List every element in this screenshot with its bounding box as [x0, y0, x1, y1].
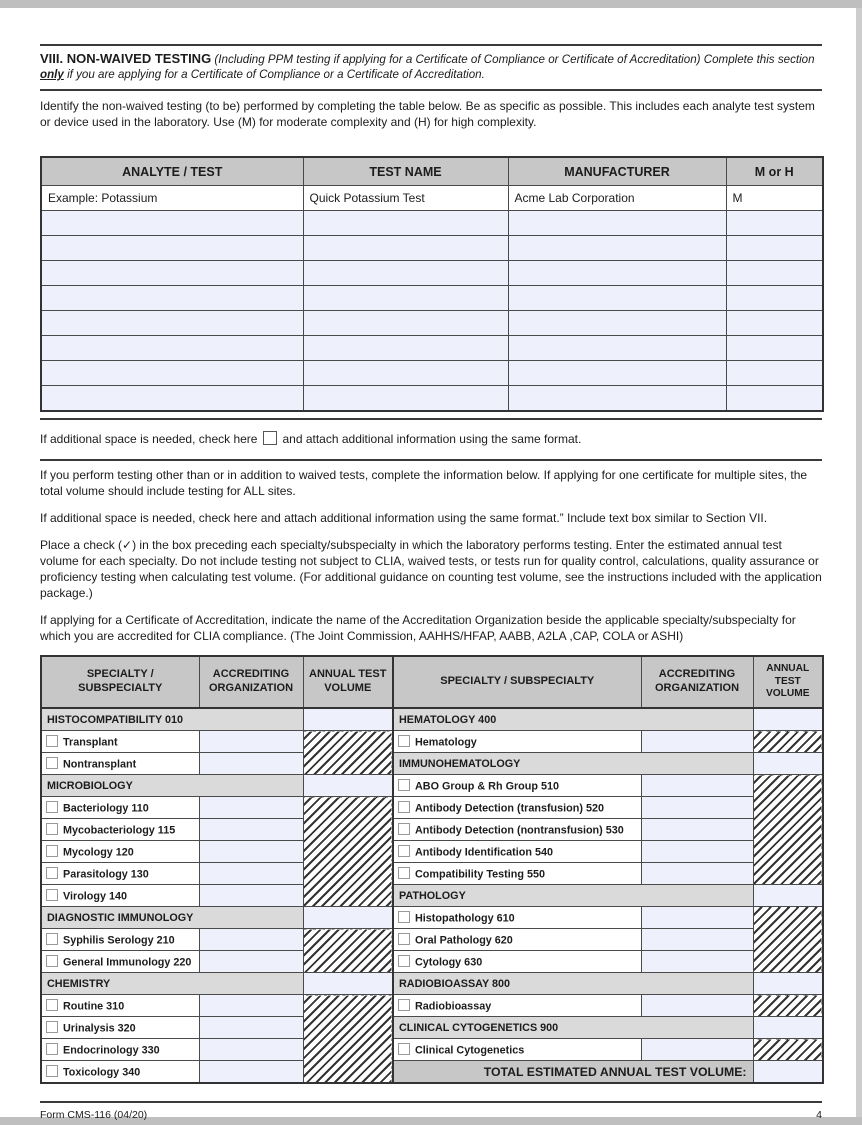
specialty-table-row — [41, 1017, 823, 1039]
additional-space-checkbox[interactable] — [263, 431, 277, 445]
section-title: VIII. NON-WAIVED TESTING — [40, 51, 212, 66]
subspecialty-checkbox[interactable] — [398, 779, 410, 791]
analyte-input-cell[interactable] — [41, 311, 303, 336]
annual-volume-input-cell[interactable] — [753, 708, 823, 731]
analyte-test-table — [40, 156, 824, 412]
analyte-empty-row — [41, 286, 823, 311]
subspecialty-cell — [393, 907, 641, 929]
subspecialty-checkbox[interactable] — [398, 955, 410, 967]
subspecialty-checkbox[interactable] — [398, 845, 410, 857]
instructions-paragraph: If applying for a Certificate of Accreditation, indicate the name of the Accreditation Organization beside the applicable specialty/subspecialty for which you are accredited for CLIA compliance. (The Joint Commission, AAHHS/HFAP, AABB, A2LA ,CAP, COLA or ASHI) — [40, 613, 796, 643]
instructions-paragraph: Place a check (✓) in the box preceding each specialty/subspecialty in which the laboratory performs testing. Enter the estimated annual test volume for each specialty. Do not include testing not subject to CLIA, waived tests, or tests run for quality control, calculations, quality assurance or proficiency testing when calculating test volume. (For additional guidance on counting test volume, see the instructions included with the application package.) — [40, 538, 822, 600]
instructions-paragraph: If you perform testing other than or in addition to waived tests, complete the information below. If applying for one certificate for multiple sites, the total volume should include testing for ALL sites. — [40, 468, 808, 498]
subspecialty-cell — [41, 951, 199, 973]
accrediting-org-input-cell[interactable] — [199, 885, 303, 907]
specialty-table-row — [41, 819, 823, 841]
hatched-volume-cell — [303, 797, 393, 907]
accrediting-org-input-cell[interactable] — [199, 797, 303, 819]
annual-volume-input-cell[interactable] — [303, 907, 393, 929]
col-header-analyte: ANALYTE / TEST — [41, 157, 303, 186]
subspecialty-cell — [393, 841, 641, 863]
specialty-table-row — [41, 731, 823, 753]
specialty-table-row — [41, 1061, 823, 1084]
additional-space-line: If additional space is needed, check here and attach additional information using the same format. — [40, 432, 582, 446]
subspecialty-cell — [393, 775, 641, 797]
specialty-table-row — [41, 775, 823, 797]
subspecialty-checkbox[interactable] — [398, 999, 410, 1011]
analyte-input-cell[interactable] — [303, 336, 508, 361]
analyte-input-cell[interactable] — [41, 236, 303, 261]
subspecialty-cell — [41, 731, 199, 753]
col-header-m-or-h: M or H — [726, 157, 823, 186]
analyte-input-cell[interactable] — [41, 211, 303, 236]
analyte-empty-row — [41, 361, 823, 386]
subspecialty-cell — [41, 929, 199, 951]
hatched-volume-cell — [303, 731, 393, 775]
specialty-table — [40, 655, 824, 1084]
subspecialty-checkbox[interactable] — [46, 999, 58, 1011]
subspecialty-cell — [393, 731, 641, 753]
subspecialty-checkbox[interactable] — [398, 735, 410, 747]
specialty-category-label: HISTOCOMPATIBILITY 010 — [41, 708, 303, 731]
analyte-input-cell[interactable] — [726, 311, 823, 336]
subspecialty-cell — [41, 1017, 199, 1039]
subspecialty-checkbox[interactable] — [46, 889, 58, 901]
analyte-input-cell[interactable] — [303, 386, 508, 412]
subspecialty-label: General Immunology 220 — [63, 956, 192, 969]
col-header-accrediting-right: ACCREDITING ORGANIZATION — [641, 656, 753, 708]
analyte-empty-row — [41, 261, 823, 286]
specialty-table-row — [41, 863, 823, 885]
subspecialty-cell — [393, 951, 641, 973]
subspecialty-cell — [393, 995, 641, 1017]
analyte-input-cell[interactable] — [508, 286, 726, 311]
annual-volume-input-cell[interactable] — [753, 973, 823, 995]
annual-volume-input-cell[interactable] — [303, 775, 393, 797]
page-number: 4 — [816, 1109, 822, 1121]
subspecialty-cell — [41, 863, 199, 885]
subspecialty-label: Oral Pathology 620 — [415, 934, 513, 947]
specialty-table-row — [41, 929, 823, 951]
annual-volume-input-cell[interactable] — [753, 1017, 823, 1039]
specialty-table-row — [41, 753, 823, 775]
subspecialty-label: Virology 140 — [63, 890, 128, 903]
specialty-category-label: HEMATOLOGY 400 — [393, 708, 753, 731]
subspecialty-checkbox[interactable] — [46, 845, 58, 857]
col-header-specialty-right: SPECIALTY / SUBSPECIALTY — [393, 656, 641, 708]
subspecialty-cell — [393, 863, 641, 885]
analyte-input-cell[interactable] — [508, 261, 726, 286]
subspecialty-cell — [393, 819, 641, 841]
subspecialty-cell — [41, 841, 199, 863]
accrediting-org-input-cell[interactable] — [641, 907, 753, 929]
subspecialty-label: Routine 310 — [63, 1000, 125, 1013]
analyte-input-cell[interactable] — [726, 236, 823, 261]
subspecialty-cell — [393, 929, 641, 951]
specialty-table-row — [41, 951, 823, 973]
analyte-input-cell[interactable] — [726, 386, 823, 412]
analyte-input-cell[interactable] — [41, 286, 303, 311]
accrediting-org-input-cell[interactable] — [641, 863, 753, 885]
specialty-table-row — [41, 797, 823, 819]
analyte-input-cell[interactable] — [726, 261, 823, 286]
accrediting-org-input-cell[interactable] — [641, 1039, 753, 1061]
specialty-table-row — [41, 708, 823, 731]
subspecialty-checkbox[interactable] — [46, 801, 58, 813]
subspecialty-label: Hematology — [415, 736, 477, 749]
subspecialty-checkbox[interactable] — [46, 867, 58, 879]
hatched-volume-cell — [753, 731, 823, 753]
accrediting-org-input-cell[interactable] — [199, 863, 303, 885]
accrediting-org-input-cell[interactable] — [199, 819, 303, 841]
analyte-input-cell[interactable] — [303, 236, 508, 261]
accrediting-org-input-cell[interactable] — [199, 753, 303, 775]
accrediting-org-input-cell[interactable] — [199, 1061, 303, 1084]
section-heading — [40, 51, 822, 82]
subspecialty-checkbox[interactable] — [398, 823, 410, 835]
accrediting-org-input-cell[interactable] — [641, 929, 753, 951]
hatched-volume-cell — [753, 907, 823, 973]
analyte-input-cell[interactable] — [41, 336, 303, 361]
section-divider — [40, 89, 822, 91]
specialty-table-row — [41, 885, 823, 907]
subspecialty-label: Toxicology 340 — [63, 1066, 141, 1079]
specialty-table-row — [41, 973, 823, 995]
analyte-input-cell[interactable] — [41, 261, 303, 286]
specialty-category-label: RADIOBIOASSAY 800 — [393, 973, 753, 995]
accrediting-org-input-cell[interactable] — [199, 995, 303, 1017]
col-header-specialty-left: SPECIALTY / SUBSPECIALTY — [41, 656, 199, 708]
page-footer — [40, 1103, 822, 1121]
specialty-table-row — [41, 995, 823, 1017]
specialty-table-row — [41, 841, 823, 863]
accrediting-org-input-cell[interactable] — [641, 819, 753, 841]
specialty-table-row — [41, 907, 823, 929]
analyte-empty-row — [41, 211, 823, 236]
analyte-empty-row — [41, 386, 823, 412]
subspecialty-checkbox[interactable] — [46, 1021, 58, 1033]
analyte-empty-row — [41, 311, 823, 336]
annual-volume-input-cell[interactable] — [753, 885, 823, 907]
subspecialty-cell — [41, 1039, 199, 1061]
accrediting-org-input-cell[interactable] — [199, 731, 303, 753]
accrediting-org-input-cell[interactable] — [641, 797, 753, 819]
accrediting-org-input-cell[interactable] — [641, 775, 753, 797]
example-test-name: Quick Potassium Test — [303, 186, 508, 211]
subspecialty-checkbox[interactable] — [46, 757, 58, 769]
section-note: (Including PPM testing if applying for a Certificate of Compliance or Certificate of Accreditation) Complete this section only if you are applying for a Certificate of Compliance or a Certificate of Accreditation. — [40, 53, 815, 81]
hatched-volume-cell — [303, 995, 393, 1084]
subspecialty-label: Syphilis Serology 210 — [63, 934, 175, 947]
total-volume-label: TOTAL ESTIMATED ANNUAL TEST VOLUME: — [393, 1061, 753, 1084]
analyte-input-cell[interactable] — [303, 361, 508, 386]
accrediting-org-input-cell[interactable] — [199, 1039, 303, 1061]
accrediting-org-input-cell[interactable] — [199, 841, 303, 863]
intro-paragraph: Identify the non-waived testing (to be) performed by completing the table below. Be as specific as possible. This includes each analyte test system or device used in the laboratory. Use (M) for moderate complexity and (H) for high complexity. — [40, 99, 815, 129]
specialty-category-label: DIAGNOSTIC IMMUNOLOGY — [41, 907, 303, 929]
analyte-header-row — [41, 157, 823, 186]
analyte-input-cell[interactable] — [508, 336, 726, 361]
total-volume-input-cell[interactable] — [753, 1061, 823, 1084]
underlined-only: only — [40, 68, 64, 81]
analyte-input-cell[interactable] — [508, 386, 726, 412]
subspecialty-checkbox[interactable] — [46, 1065, 58, 1077]
subspecialty-checkbox[interactable] — [398, 911, 410, 923]
subspecialty-label: Transplant — [63, 736, 118, 749]
subspecialty-label: Radiobioassay — [415, 1000, 492, 1013]
col-header-volume-right: ANNUAL TEST VOLUME — [753, 656, 823, 708]
hatched-volume-cell — [753, 1039, 823, 1061]
example-complexity: M — [726, 186, 823, 211]
instructions-paragraph: If additional space is needed, check here and attach additional information using the same format.” Include text box similar to Section VII. — [40, 511, 768, 525]
col-header-test-name: TEST NAME — [303, 157, 508, 186]
analyte-input-cell[interactable] — [508, 211, 726, 236]
subspecialty-label: Mycology 120 — [63, 846, 134, 859]
subspecialty-checkbox[interactable] — [46, 933, 58, 945]
divider — [40, 459, 822, 461]
subspecialty-checkbox[interactable] — [398, 933, 410, 945]
col-header-accrediting-left: ACCREDITING ORGANIZATION — [199, 656, 303, 708]
subspecialty-cell — [41, 753, 199, 775]
hatched-volume-cell — [753, 995, 823, 1017]
form-number: Form CMS-116 (04/20) — [40, 1109, 148, 1121]
analyte-input-cell[interactable] — [508, 361, 726, 386]
form-content — [40, 0, 822, 1121]
subspecialty-label: Histopathology 610 — [415, 912, 515, 925]
analyte-input-cell[interactable] — [726, 286, 823, 311]
hatched-volume-cell — [753, 775, 823, 885]
accrediting-org-input-cell[interactable] — [641, 841, 753, 863]
subspecialty-label: Endocrinology 330 — [63, 1044, 160, 1057]
subspecialty-label: Clinical Cytogenetics — [415, 1044, 525, 1057]
subspecialty-cell — [393, 797, 641, 819]
annual-volume-input-cell[interactable] — [303, 708, 393, 731]
analyte-empty-row — [41, 236, 823, 261]
specialty-table-row — [41, 1039, 823, 1061]
page-edge-right — [856, 8, 862, 1117]
subspecialty-label: Parasitology 130 — [63, 868, 149, 881]
subspecialty-checkbox[interactable] — [46, 823, 58, 835]
accrediting-org-input-cell[interactable] — [641, 951, 753, 973]
col-header-manufacturer: MANUFACTURER — [508, 157, 726, 186]
example-analyte: Example: Potassium — [41, 186, 303, 211]
analyte-input-cell[interactable] — [726, 211, 823, 236]
accrediting-org-input-cell[interactable] — [641, 731, 753, 753]
subspecialty-cell — [41, 797, 199, 819]
accrediting-org-input-cell[interactable] — [199, 929, 303, 951]
specialty-category-label: MICROBIOLOGY — [41, 775, 303, 797]
subspecialty-checkbox[interactable] — [46, 1043, 58, 1055]
accrediting-org-input-cell[interactable] — [641, 995, 753, 1017]
example-manufacturer: Acme Lab Corporation — [508, 186, 726, 211]
annual-volume-input-cell[interactable] — [753, 753, 823, 775]
subspecialty-label: Bacteriology 110 — [63, 802, 149, 815]
subspecialty-label: Antibody Identification 540 — [415, 846, 553, 859]
col-header-volume-left: ANNUAL TEST VOLUME — [303, 656, 393, 708]
analyte-input-cell[interactable] — [303, 286, 508, 311]
specialty-category-label: CLINICAL CYTOGENETICS 900 — [393, 1017, 753, 1039]
subspecialty-checkbox[interactable] — [46, 735, 58, 747]
analyte-input-cell[interactable] — [726, 336, 823, 361]
analyte-input-cell[interactable] — [508, 311, 726, 336]
subspecialty-label: Antibody Detection (transfusion) 520 — [415, 802, 604, 815]
subspecialty-label: Compatibility Testing 550 — [415, 868, 545, 881]
subspecialty-label: ABO Group & Rh Group 510 — [415, 780, 559, 793]
analyte-empty-row — [41, 336, 823, 361]
annual-volume-input-cell[interactable] — [303, 973, 393, 995]
specialty-category-label: IMMUNOHEMATOLOGY — [393, 753, 753, 775]
subspecialty-label: Antibody Detection (nontransfusion) 530 — [415, 824, 624, 837]
subspecialty-cell — [41, 819, 199, 841]
section-divider — [40, 44, 822, 46]
subspecialty-label: Urinalysis 320 — [63, 1022, 136, 1035]
subspecialty-label: Nontransplant — [63, 758, 137, 771]
specialty-category-label: PATHOLOGY — [393, 885, 753, 907]
specialty-header-row — [41, 656, 823, 708]
analyte-input-cell[interactable] — [41, 386, 303, 412]
subspecialty-label: Cytology 630 — [415, 956, 483, 969]
analyte-input-cell[interactable] — [303, 311, 508, 336]
hatched-volume-cell — [303, 929, 393, 973]
subspecialty-checkbox[interactable] — [398, 1043, 410, 1055]
subspecialty-label: Mycobacteriology 115 — [63, 824, 176, 837]
accrediting-org-input-cell[interactable] — [199, 951, 303, 973]
analyte-input-cell[interactable] — [303, 211, 508, 236]
subspecialty-checkbox[interactable] — [46, 955, 58, 967]
specialty-category-label: CHEMISTRY — [41, 973, 303, 995]
example-row — [41, 186, 823, 211]
accrediting-org-input-cell[interactable] — [199, 1017, 303, 1039]
subspecialty-checkbox[interactable] — [398, 867, 410, 879]
analyte-input-cell[interactable] — [303, 261, 508, 286]
subspecialty-cell — [41, 1061, 199, 1084]
analyte-input-cell[interactable] — [508, 236, 726, 261]
subspecialty-cell — [393, 1039, 641, 1061]
subspecialty-cell — [41, 995, 199, 1017]
subspecialty-checkbox[interactable] — [398, 801, 410, 813]
subspecialty-cell — [41, 885, 199, 907]
analyte-input-cell[interactable] — [726, 361, 823, 386]
analyte-input-cell[interactable] — [41, 361, 303, 386]
